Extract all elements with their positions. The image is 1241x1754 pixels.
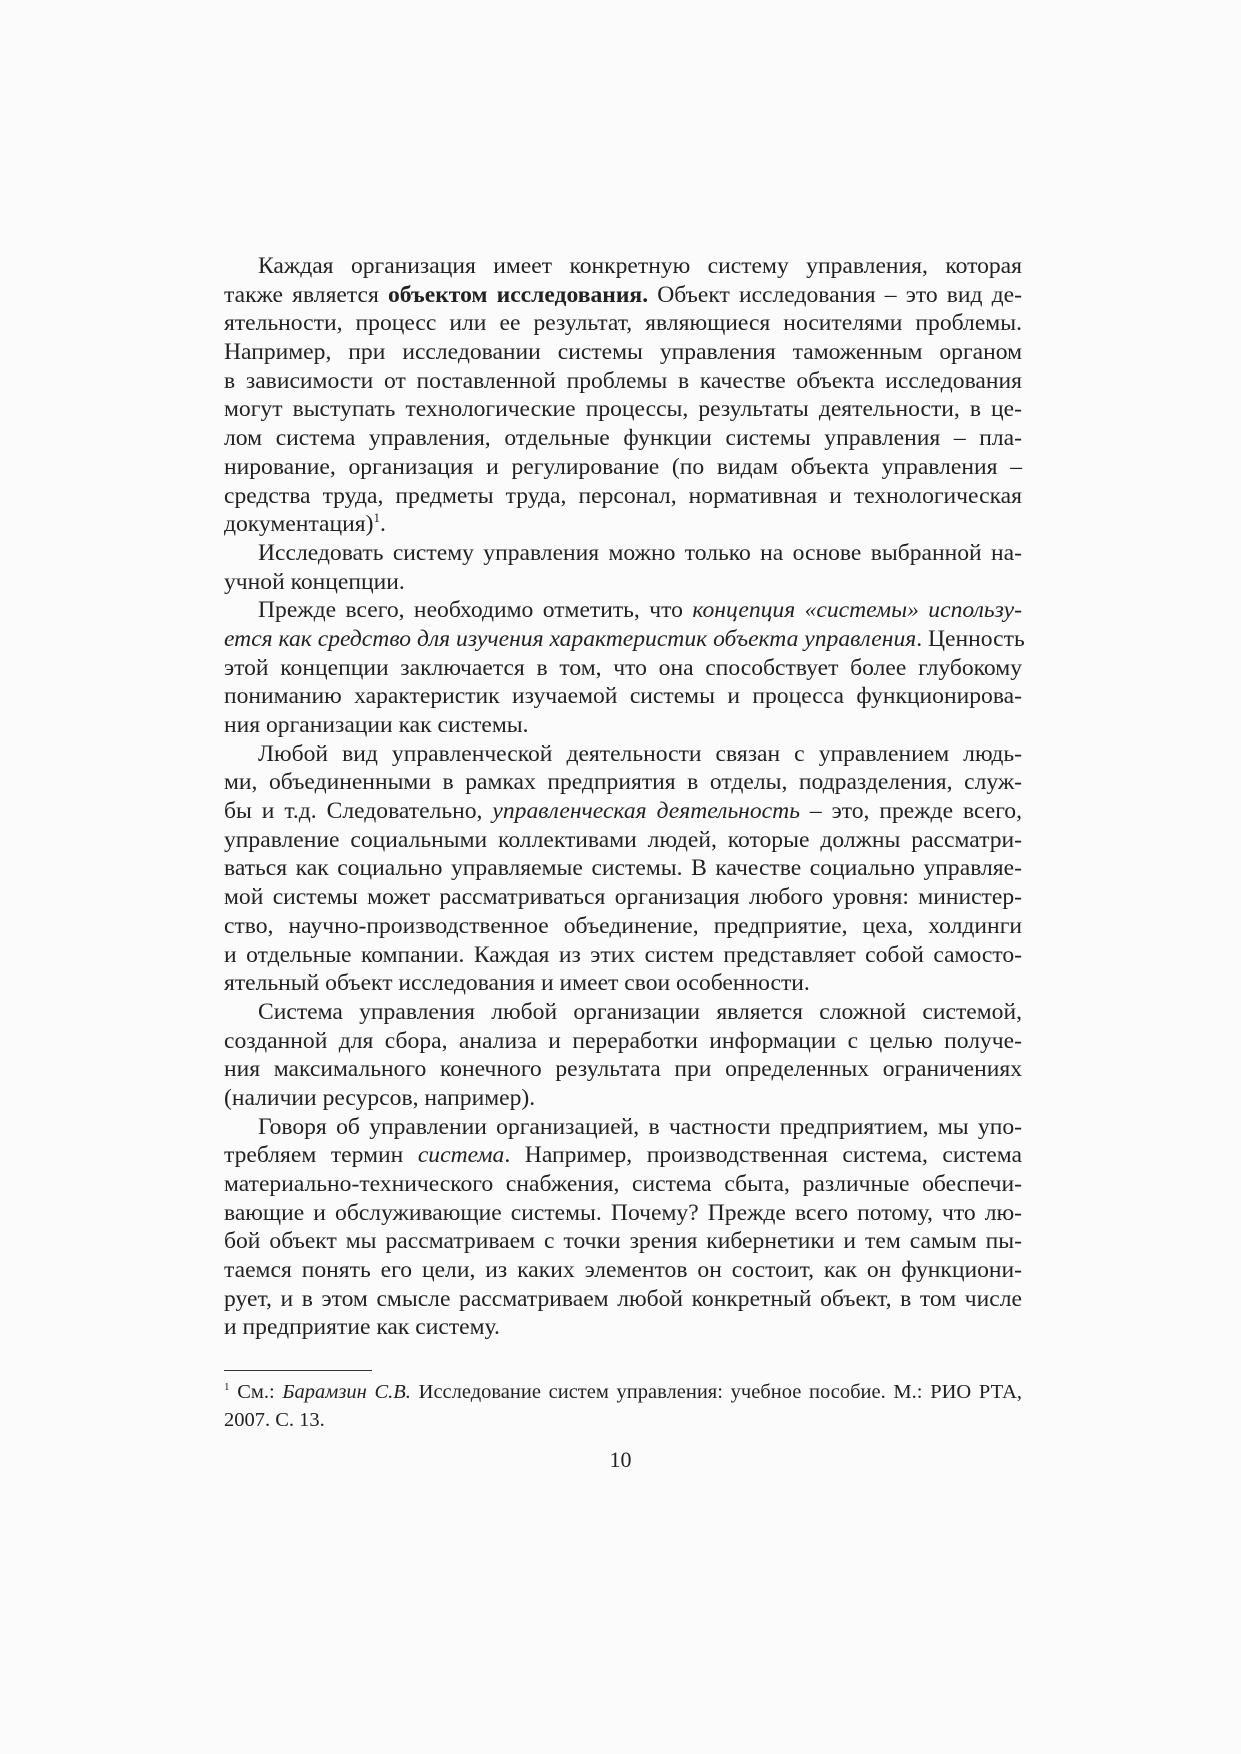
text-line (224, 797, 1022, 826)
text-line (224, 768, 1022, 797)
text-run: ство, научно-производственное объединение, предприятие, цеха, холдинги (224, 912, 1022, 939)
text-run: Система управления любой организации является сложной системой, (258, 998, 1022, 1025)
text-run: в зависимости от поставленной проблемы в качестве объекта исследования (224, 367, 1022, 394)
text-run: документация) (224, 511, 374, 538)
text-run: учной концепции. (224, 568, 405, 595)
text-line (224, 912, 1022, 941)
paragraph (224, 539, 1022, 596)
text-run: См.: (229, 1381, 283, 1403)
paragraph (224, 1113, 1022, 1343)
text-run: . Например, производственная система, система (504, 1142, 1023, 1169)
footnote-line (224, 1378, 1022, 1406)
text-run: управление социальными коллективами людей, которые должны рассматри- (224, 826, 1022, 853)
text-run: ми, объединенными в рамках предприятия в отделы, подразделения, служ- (224, 769, 1022, 796)
text-line (224, 1055, 1022, 1084)
text-line (224, 1256, 1022, 1285)
text-run: 1 (224, 1381, 230, 1394)
text-line (224, 1084, 1022, 1113)
text-line (224, 1027, 1022, 1056)
paragraph (224, 998, 1022, 1113)
text-run: Барамзин С.В. (282, 1381, 411, 1403)
text-line (224, 654, 1022, 683)
text-line (224, 281, 1022, 310)
text-run: концепция «системы» использу- (692, 597, 1022, 624)
text-run: созданной для сбора, анализа и переработки информации с целью получе- (224, 1027, 1022, 1054)
text-run: Каждая организация имеет конкретную систему управления, которая (258, 253, 1022, 279)
text-run: и отдельные компании. Каждая из этих систем представляет собой самосто- (224, 941, 1022, 968)
text-line (224, 596, 1022, 625)
text-run: пониманию характеристик изучаемой системы и процесса функционирова- (224, 683, 1022, 710)
text-run: и предприятие как систему. (224, 1314, 500, 1341)
text-run: 1 (373, 510, 380, 526)
text-line (224, 682, 1022, 711)
text-run: объектом исследования. (387, 281, 649, 308)
page-number: 10 (609, 1447, 632, 1472)
text-run: – это, прежде всего, (799, 798, 1022, 825)
footnote-line (224, 1406, 1022, 1434)
paragraph (224, 740, 1022, 998)
footnote-separator (224, 1370, 372, 1371)
text-line (224, 395, 1022, 424)
text-run: средства труда, предметы труда, персонал, нормативная и технологическая (224, 482, 1022, 509)
text-line (224, 539, 1022, 568)
text-run: 2007. С. 13. (224, 1409, 325, 1431)
text-run: Объект исследования – это вид де- (648, 281, 1022, 308)
text-run: ятельности, процесс или ее результат, являющиеся носителями проблемы. (224, 310, 1022, 337)
text-line (224, 711, 1022, 740)
text-line (224, 1170, 1022, 1199)
text-line (224, 453, 1022, 482)
text-run: также является (224, 281, 388, 308)
text-line (224, 1313, 1022, 1342)
paragraph (224, 252, 1022, 539)
text-run: ятельный объект исследования и имеет свои особенности. (224, 970, 810, 997)
text-run: лом система управления, отдельные функции системы управления – пла- (224, 425, 1022, 452)
text-line (224, 740, 1022, 769)
text-line (224, 1285, 1022, 1314)
text-line (224, 1113, 1022, 1142)
text-run: (наличии ресурсов, например). (224, 1084, 536, 1111)
text-line (224, 568, 1022, 597)
text-line (224, 510, 1022, 539)
text-line (224, 252, 1022, 281)
text-line (224, 309, 1022, 338)
text-run: ваться как социально управляемые системы. В качестве социально управляе- (224, 855, 1022, 882)
text-run: материально-технического снабжения, система сбыта, различные обеспечи- (224, 1171, 1022, 1197)
text-run: нирование, организация и регулирование (по видам объекта управления – (224, 453, 1022, 480)
text-line (224, 969, 1022, 998)
text-run: требляем термин (224, 1142, 418, 1169)
text-line (224, 367, 1022, 396)
text-line (224, 1227, 1022, 1256)
text-run: бы и т.д. Следовательно, (224, 798, 493, 825)
text-line (224, 424, 1022, 453)
text-run: система (417, 1142, 505, 1169)
text-run: ния максимального конечного результата при определенных ограничениях (224, 1056, 1022, 1083)
text-run: таемся понять его цели, из каких элементов он состоит, как он функциони- (224, 1257, 1022, 1284)
text-run: бой объект мы рассматриваем с точки зрения кибернетики и тем самым пы- (224, 1228, 1022, 1255)
text-run: . (379, 511, 386, 538)
text-run: мой системы может рассматриваться организация любого уровня: министер- (224, 884, 1022, 911)
text-run: Например, при исследовании системы управления таможенным органом (224, 339, 1022, 366)
text-line (224, 625, 1025, 654)
text-line (224, 826, 1022, 855)
paragraph (224, 596, 1025, 739)
text-run: рует, и в этом смысле рассматриваем любой конкретный объект, в том числе (224, 1285, 1022, 1312)
text-run: Исследовать систему управления можно только на основе выбранной на- (258, 539, 1022, 566)
body-text (224, 252, 1025, 1342)
text-run: Исследование систем управления: учебное пособие. М.: РИО РТА, (410, 1381, 1023, 1403)
text-run: этой концепции заключается в том, что она способствует более глубокому (224, 654, 1022, 681)
text-run: Прежде всего, необходимо отметить, что (258, 597, 693, 624)
text-run: Говоря об управлении организацией, в частности предприятием, мы упо- (258, 1113, 1022, 1140)
text-run: ется как средство для изучения характеристик объекта управления (224, 625, 917, 652)
text-run: управленческая деятельность (492, 798, 800, 825)
text-line (224, 338, 1022, 367)
text-line (224, 941, 1022, 970)
footnote (224, 1378, 1022, 1434)
text-run: . Ценность (916, 625, 1025, 652)
text-line (224, 1199, 1022, 1228)
text-run: могут выступать технологические процессы, результаты деятельности, в це- (224, 396, 1022, 423)
text-run: Любой вид управленческой деятельности связан с управлением людь- (258, 740, 1022, 767)
text-line (224, 883, 1022, 912)
text-line (224, 1141, 1022, 1170)
text-run: ния организации как системы. (224, 712, 529, 738)
text-line (224, 482, 1022, 511)
text-line (224, 998, 1022, 1027)
text-run: вающие и обслуживающие системы. Почему? Прежде всего потому, что лю- (224, 1199, 1022, 1226)
text-line (224, 854, 1022, 883)
